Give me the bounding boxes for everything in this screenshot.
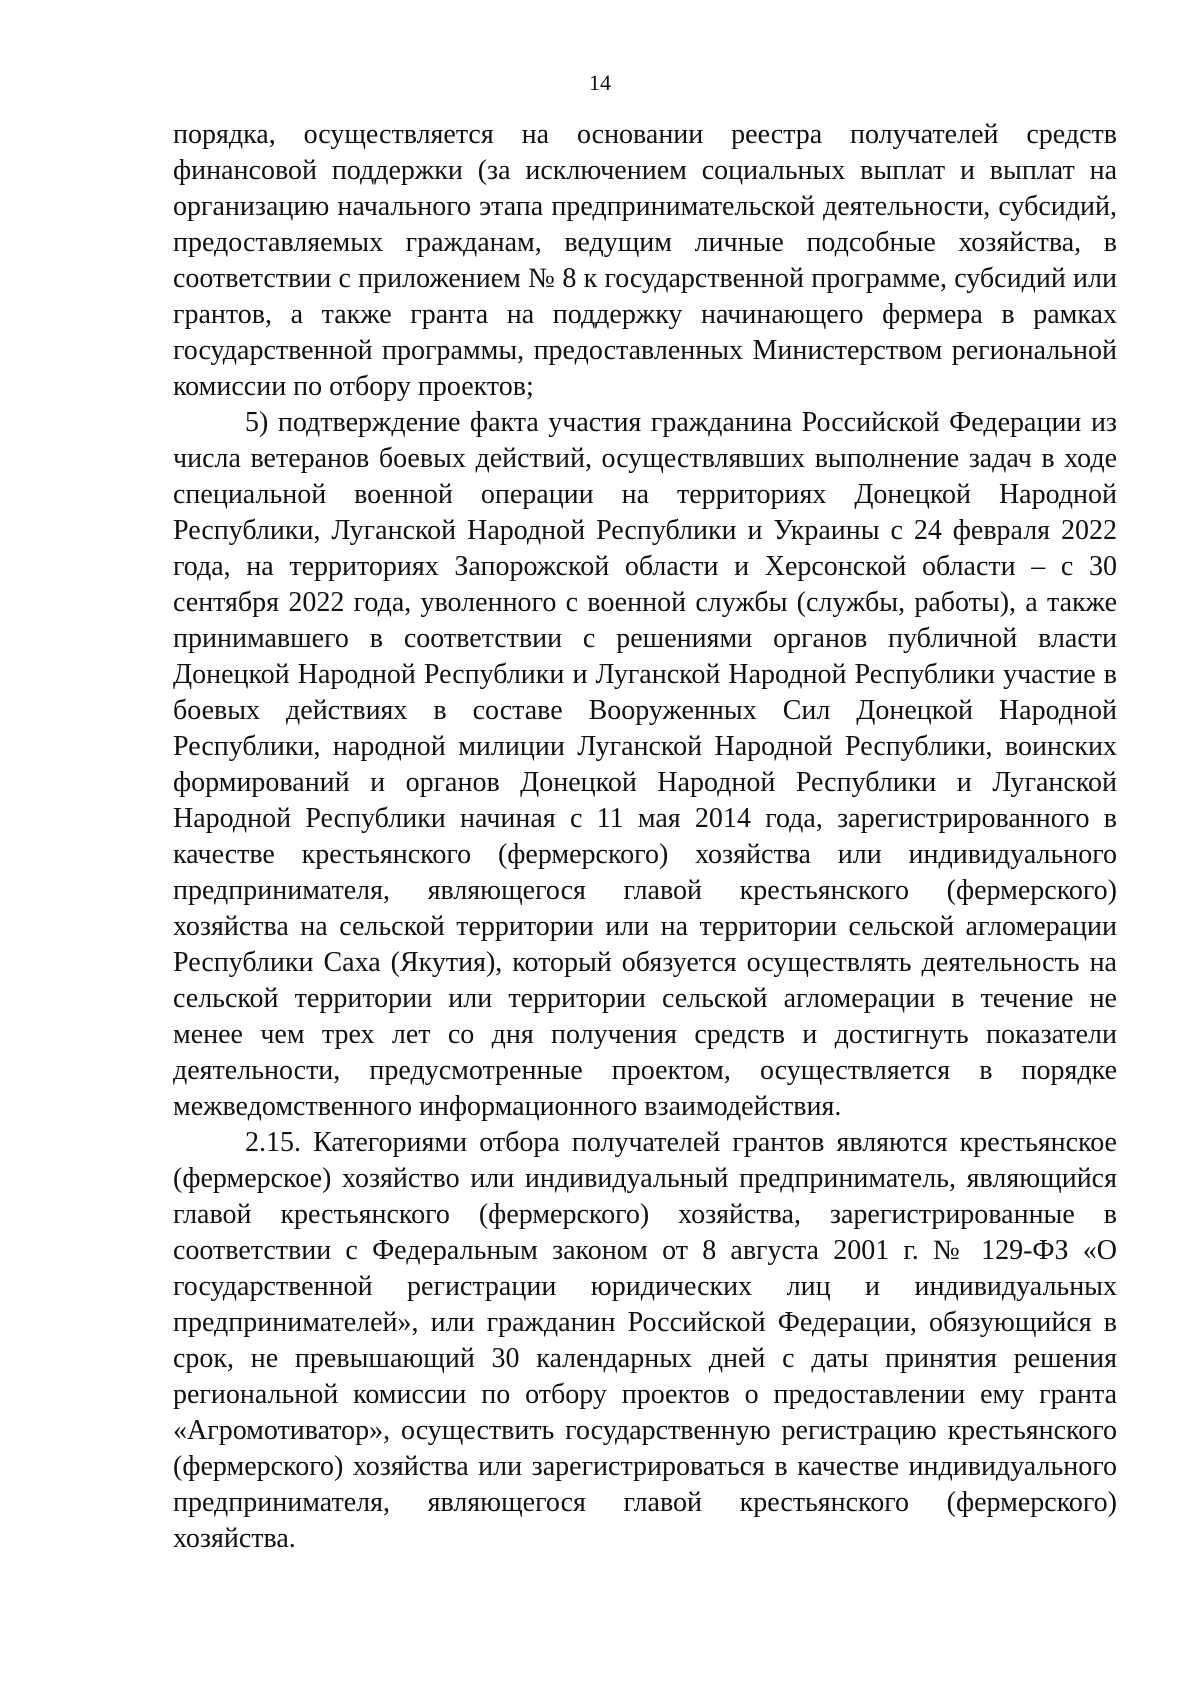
document-body	[173, 117, 1117, 1557]
paragraph-continuation: порядка, осуществляется на основании реестра получателей средств финансовой поддержки (за исключением социальных выплат и выплат на организацию начального этапа предпринимательской деятельности, субсидий, предоставляемых гражданам, ведущим личные подсобные хозяйства, в соответствии с приложением № 8 к государственной программе, субсидий или грантов, а также гранта на поддержку начинающего фермера в рамках государственной программы, предоставленных Министерством региональной комиссии по отбору проектов;	[173, 119, 1117, 402]
paragraph-section-2-15: 2.15. Категориями отбора получателей грантов являются крестьянское (фермерское) хозяйство или индивидуальный предприниматель, являющийся главой крестьянского (фермерского) хозяйства, зарегистрированные в соответствии с Федеральным законом от 8 августа 2001 г. № 129-ФЗ «О государственной регистрации юридических лиц и индивидуальных предпринимателей», или гражданин Российской Федерации, обязующийся в срок, не превышающий 30 календарных дней с даты принятия решения региональной комиссии по отбору проектов о предоставлении ему гранта «Агромотиватор», осуществить государственную регистрацию крестьянского (фермерского) хозяйства или зарегистрироваться в качестве индивидуального предпринимателя, являющегося главой крестьянского (фермерского) хозяйства.	[173, 1127, 1117, 1554]
page-number: 14	[589, 70, 611, 95]
paragraph-item-5: 5) подтверждение факта участия гражданина Российской Федерации из числа ветеранов боевых действий, осуществлявших выполнение задач в ходе специальной военной операции на территориях Донецкой Народной Республики, Луганской Народной Республики и Украины с 24 февраля 2022 года, на территориях Запорожской области и Херсонской области – с 30 сентября 2022 года, уволенного с военной службы (службы, работы), а также принимавшего в соответствии с решениями органов публичной власти Донецкой Народной Республики и Луганской Народной Республики участие в боевых действиях в составе Вооруженных Сил Донецкой Народной Республики, народной милиции Луганской Народной Республики, воинских формирований и органов Донецкой Народной Республики и Луганской Народной Республики начиная с 11 мая 2014 года, зарегистрированного в качестве крестьянского (фермерского) хозяйства или индивидуального предпринимателя, являющегося главой крестьянского (фермерского) хозяйства на сельской территории или на территории сельской агломерации Республики Саха (Якутия), который обязуется осуществлять деятельность на сельской территории или территории сельской агломерации в течение не менее чем трех лет со дня получения средств и достигнуть показатели деятельности, предусмотренные проектом, осуществляется в порядке межведомственного информационного взаимодействия.	[173, 407, 1117, 1122]
